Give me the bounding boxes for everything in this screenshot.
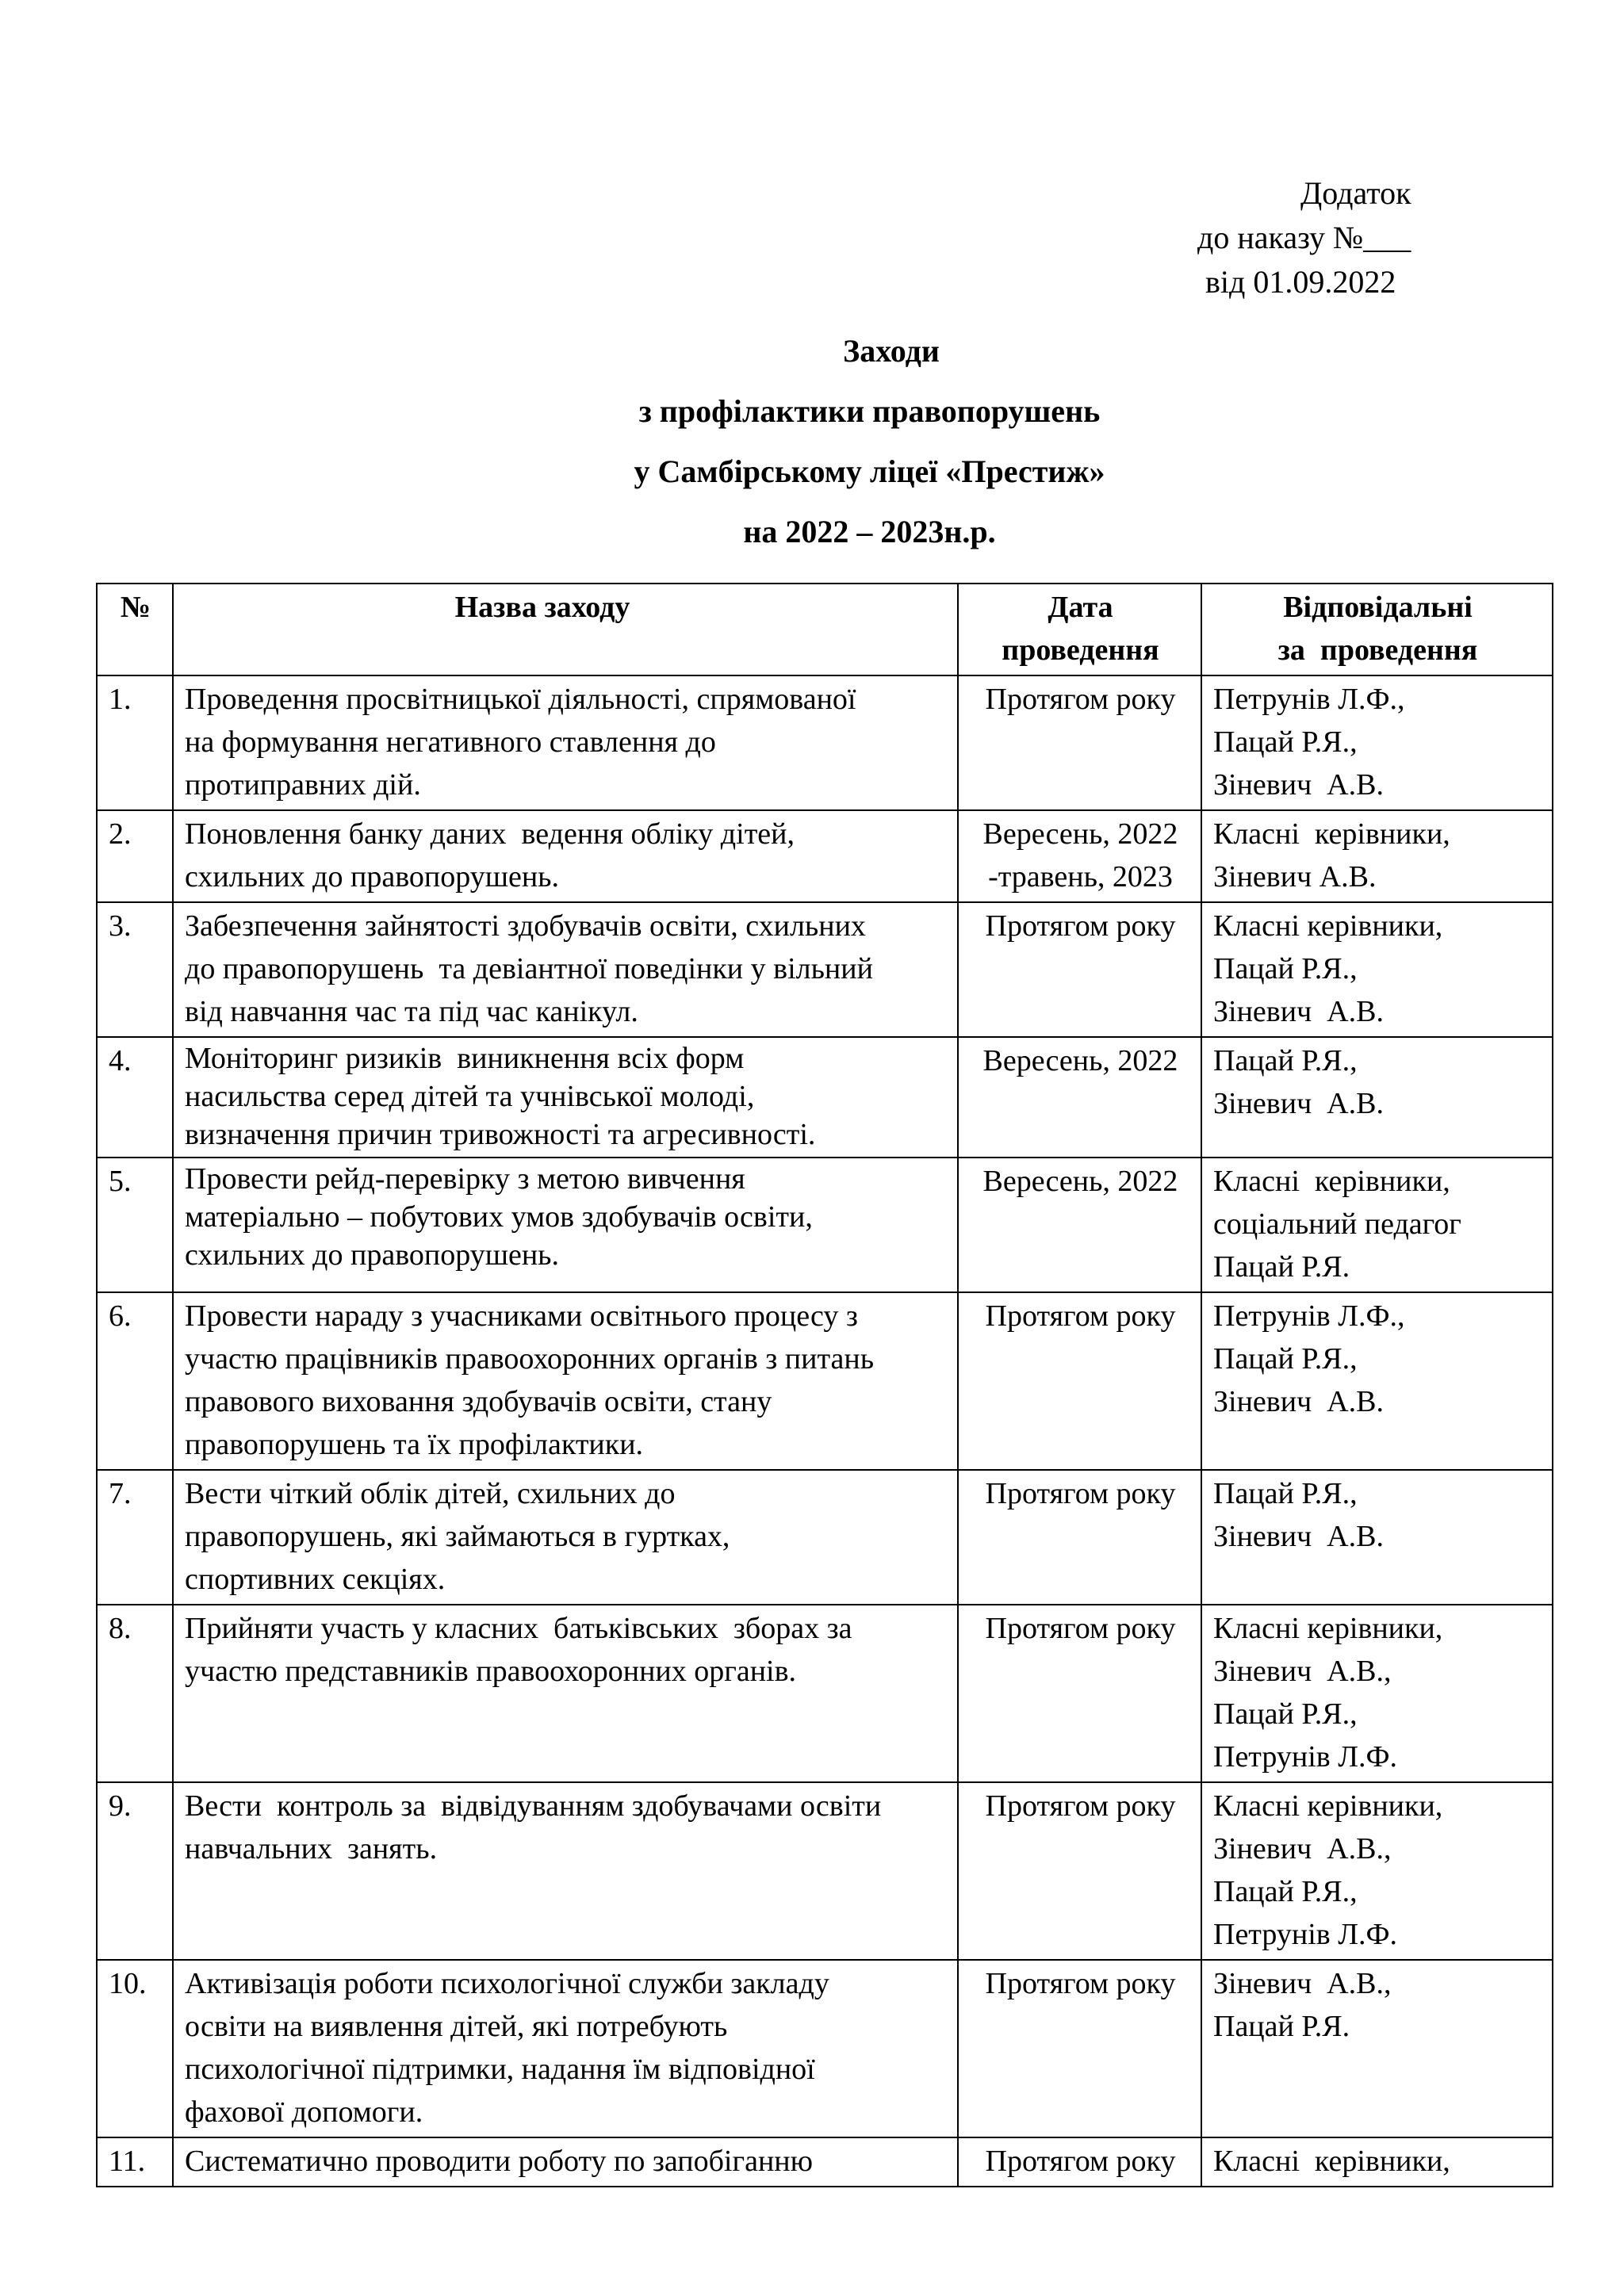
measure-date (958, 1158, 1201, 1292)
measure-date (958, 1470, 1201, 1605)
measure-responsible-line: Класні керівники, (1213, 1789, 1443, 1823)
title-line-2: з профілактики правопорушень (638, 393, 1101, 429)
measure-date-line: Протягом року (985, 1967, 1176, 2000)
measure-name-line: протиправних дій. (185, 768, 421, 802)
measure-responsible (1201, 1470, 1553, 1605)
measure-name-line: Прийняти участь у класних батьківських зборах за (185, 1612, 852, 1645)
measure-name-line: Моніторинг ризиків виникнення всіх форм (185, 1042, 745, 1075)
column-header-name: Назва заходу (173, 584, 958, 675)
measure-responsible-line: Петрунів Л.Ф., (1213, 683, 1405, 716)
measure-name-line: участю представників правоохоронних органів. (185, 1655, 797, 1688)
row-number: 6. (97, 1292, 173, 1470)
table-row (97, 1158, 1553, 1292)
measure-responsible-line: Зіневич А.В., (1213, 1655, 1392, 1688)
row-number: 4. (97, 1037, 173, 1158)
column-header-date: Дата проведення (958, 584, 1201, 675)
measure-date-line: Протягом року (985, 2145, 1176, 2178)
measure-name-line: Вести контроль за відвідуванням здобувачами освіти (185, 1789, 882, 1823)
row-number: 7. (97, 1470, 173, 1605)
measure-date-line: Вересень, 2022 (982, 817, 1178, 851)
measure-name-line: Вести чіткий облік дітей, схильних до (185, 1477, 676, 1510)
appendix-label: Додаток (1300, 175, 1411, 211)
measure-name (173, 1605, 958, 1782)
measure-date-line: Протягом року (985, 1477, 1176, 1510)
measure-responsible (1201, 1605, 1553, 1782)
measure-responsible (1201, 1782, 1553, 1960)
measure-name-line: спортивних секціях. (185, 1563, 446, 1596)
measure-name-line: до правопорушень та девіантної поведінки у вільний (185, 952, 873, 985)
measure-name-line: на формування негативного ставлення до (185, 725, 716, 759)
measure-name (173, 902, 958, 1037)
measure-date-line: Протягом року (985, 683, 1176, 716)
measure-name-line: матеріально – побутових умов здобувачів освіти, (185, 1200, 813, 1234)
measure-name-line: правового виховання здобувачів освіти, стану (185, 1385, 772, 1418)
measure-name (173, 1292, 958, 1470)
title-line-4: на 2022 – 2023н.р. (743, 514, 996, 549)
measure-responsible-line: Зіневич А.В. (1213, 768, 1384, 802)
table-row (97, 1037, 1553, 1158)
table-row (97, 810, 1553, 902)
row-number: 9. (97, 1782, 173, 1960)
table-row (97, 1470, 1553, 1605)
table-row (97, 1605, 1553, 1782)
measure-name-line: Поновлення банку даних ведення обліку дітей, (185, 817, 795, 851)
measure-name (173, 675, 958, 810)
row-number: 11. (97, 2137, 173, 2187)
row-number: 10. (97, 1960, 173, 2137)
title-line-1: Заходи (843, 333, 940, 369)
measure-responsible-line: Петрунів Л.Ф., (1213, 1299, 1405, 1333)
row-number: 8. (97, 1605, 173, 1782)
measure-name (173, 1470, 958, 1605)
measure-responsible-line: Пацай Р.Я., (1213, 1697, 1358, 1731)
measure-responsible-line: Петрунів Л.Ф. (1213, 1918, 1398, 1951)
measure-responsible-line: Зіневич А.В., (1213, 1967, 1392, 2000)
measure-responsible-line: Зіневич А.В. (1213, 1520, 1384, 1553)
measure-name-line: навчальних занять. (185, 1832, 438, 1866)
measure-responsible (1201, 2137, 1553, 2187)
measure-responsible (1201, 1960, 1553, 2137)
measure-name (173, 1960, 958, 2137)
measure-date-line: Протягом року (985, 1299, 1176, 1333)
measure-date (958, 1960, 1201, 2137)
measure-responsible (1201, 902, 1553, 1037)
measure-responsible-line: Пацай Р.Я., (1213, 1875, 1358, 1908)
title-line-3: у Самбірському ліцеї «Престиж» (634, 453, 1105, 489)
measure-responsible-line: Класні керівники, (1213, 909, 1443, 943)
measure-name-line: визначення причин тривожності та агресивності. (185, 1118, 816, 1151)
measure-responsible-line: Зіневич А.В. (1213, 1385, 1384, 1418)
row-number: 1. (97, 675, 173, 810)
measure-responsible (1201, 810, 1553, 902)
measure-name-line: психологічної підтримки, надання їм відповідної (185, 2053, 815, 2086)
measure-date-line: Вересень, 2022 (982, 1165, 1178, 1198)
measure-name (173, 1782, 958, 1960)
measure-name-line: Провести рейд-перевірку з метою вивчення (185, 1162, 745, 1196)
table-body (97, 675, 1553, 2187)
measure-responsible-line: соціальний педагог (1213, 1207, 1461, 1241)
measure-responsible (1201, 1292, 1553, 1470)
measure-name (173, 2137, 958, 2187)
measure-responsible-line: Пацай Р.Я., (1213, 952, 1358, 985)
measure-name (173, 1037, 958, 1158)
measure-responsible-line: Класні керівники, (1213, 817, 1450, 851)
order-number-label: до наказу №___ (1197, 220, 1411, 255)
measure-name-line: Забезпечення зайнятості здобувачів освіти, схильних (185, 909, 866, 943)
measure-responsible-line: Класні керівники, (1213, 1165, 1450, 1198)
measure-responsible-line: Пацай Р.Я., (1213, 1477, 1358, 1510)
row-number: 5. (97, 1158, 173, 1292)
measure-date-line: Протягом року (985, 909, 1176, 943)
measure-name-line: освіти на виявлення дітей, які потребують (185, 2010, 728, 2043)
column-header-number: № (97, 584, 173, 675)
measure-responsible (1201, 1158, 1553, 1292)
measure-name-line: правопорушень, які займаються в гуртках, (185, 1520, 730, 1553)
measure-name-line: фахової допомоги. (185, 2095, 423, 2129)
measure-responsible-line: Петрунів Л.Ф. (1213, 1740, 1398, 1774)
table-row (97, 902, 1553, 1037)
measure-name-line: схильних до правопорушень. (185, 860, 560, 894)
measure-responsible-line: Зіневич А.В., (1213, 1832, 1392, 1866)
measure-name-line: Провести нараду з учасниками освітнього процесу з (185, 1299, 858, 1333)
order-appendix-header (1182, 171, 1515, 304)
measure-responsible-line: Класні керівники, (1213, 1612, 1443, 1645)
measure-responsible-line: Пацай Р.Я., (1213, 1044, 1358, 1077)
measure-responsible-line: Пацай Р.Я. (1213, 2010, 1350, 2043)
measure-responsible-line: Зіневич А.В. (1213, 995, 1384, 1028)
measure-date-line: -травень, 2023 (988, 860, 1173, 894)
measure-responsible (1201, 675, 1553, 810)
document-title (0, 321, 1624, 562)
column-header-responsible: Відповідальні за проведення (1201, 584, 1553, 675)
measure-date-line: Протягом року (985, 1612, 1176, 1645)
order-date-label: від 01.09.2022 (1205, 264, 1396, 300)
table-row (97, 675, 1553, 810)
measure-name (173, 1158, 958, 1292)
table-row (97, 1782, 1553, 1960)
measure-responsible-line: Пацай Р.Я., (1213, 725, 1358, 759)
row-number: 2. (97, 810, 173, 902)
measure-date (958, 1782, 1201, 1960)
measure-date-line: Протягом року (985, 1789, 1176, 1823)
measure-date-line: Вересень, 2022 (982, 1044, 1178, 1077)
measure-responsible-line: Класні керівники, (1213, 2145, 1450, 2178)
measure-responsible-line: Пацай Р.Я. (1213, 1250, 1350, 1284)
measure-name-line: Активізація роботи психологічної служби закладу (185, 1967, 829, 2000)
measure-date (958, 2137, 1201, 2187)
table-header-row (97, 584, 1553, 675)
table-row (97, 1292, 1553, 1470)
measure-responsible (1201, 1037, 1553, 1158)
measure-date (958, 902, 1201, 1037)
measure-responsible-line: Зіневич А.В. (1213, 860, 1377, 894)
measure-name-line: від навчання час та під час канікул. (185, 995, 638, 1028)
row-number: 3. (97, 902, 173, 1037)
measure-name-line: Систематично проводити роботу по запобіганню (185, 2145, 814, 2178)
measure-name-line: Проведення просвітницької діяльності, спрямованої (185, 683, 856, 716)
table-row (97, 2137, 1553, 2187)
measure-name-line: участю працівників правоохоронних органів з питань (185, 1342, 875, 1376)
measure-name-line: схильних до правопорушень. (185, 1238, 560, 1272)
measure-responsible-line: Пацай Р.Я., (1213, 1342, 1358, 1376)
measure-date (958, 810, 1201, 902)
measure-name-line: насильства серед дітей та учнівської молоді, (185, 1080, 755, 1113)
measure-responsible-line: Зіневич А.В. (1213, 1087, 1384, 1120)
measure-name (173, 810, 958, 902)
table-row (97, 1960, 1553, 2137)
measure-date (958, 1605, 1201, 1782)
measure-name-line: правопорушень та їх профілактики. (185, 1428, 644, 1461)
measure-date (958, 1037, 1201, 1158)
measure-date (958, 1292, 1201, 1470)
measure-date (958, 675, 1201, 810)
measures-table (96, 583, 1553, 2187)
